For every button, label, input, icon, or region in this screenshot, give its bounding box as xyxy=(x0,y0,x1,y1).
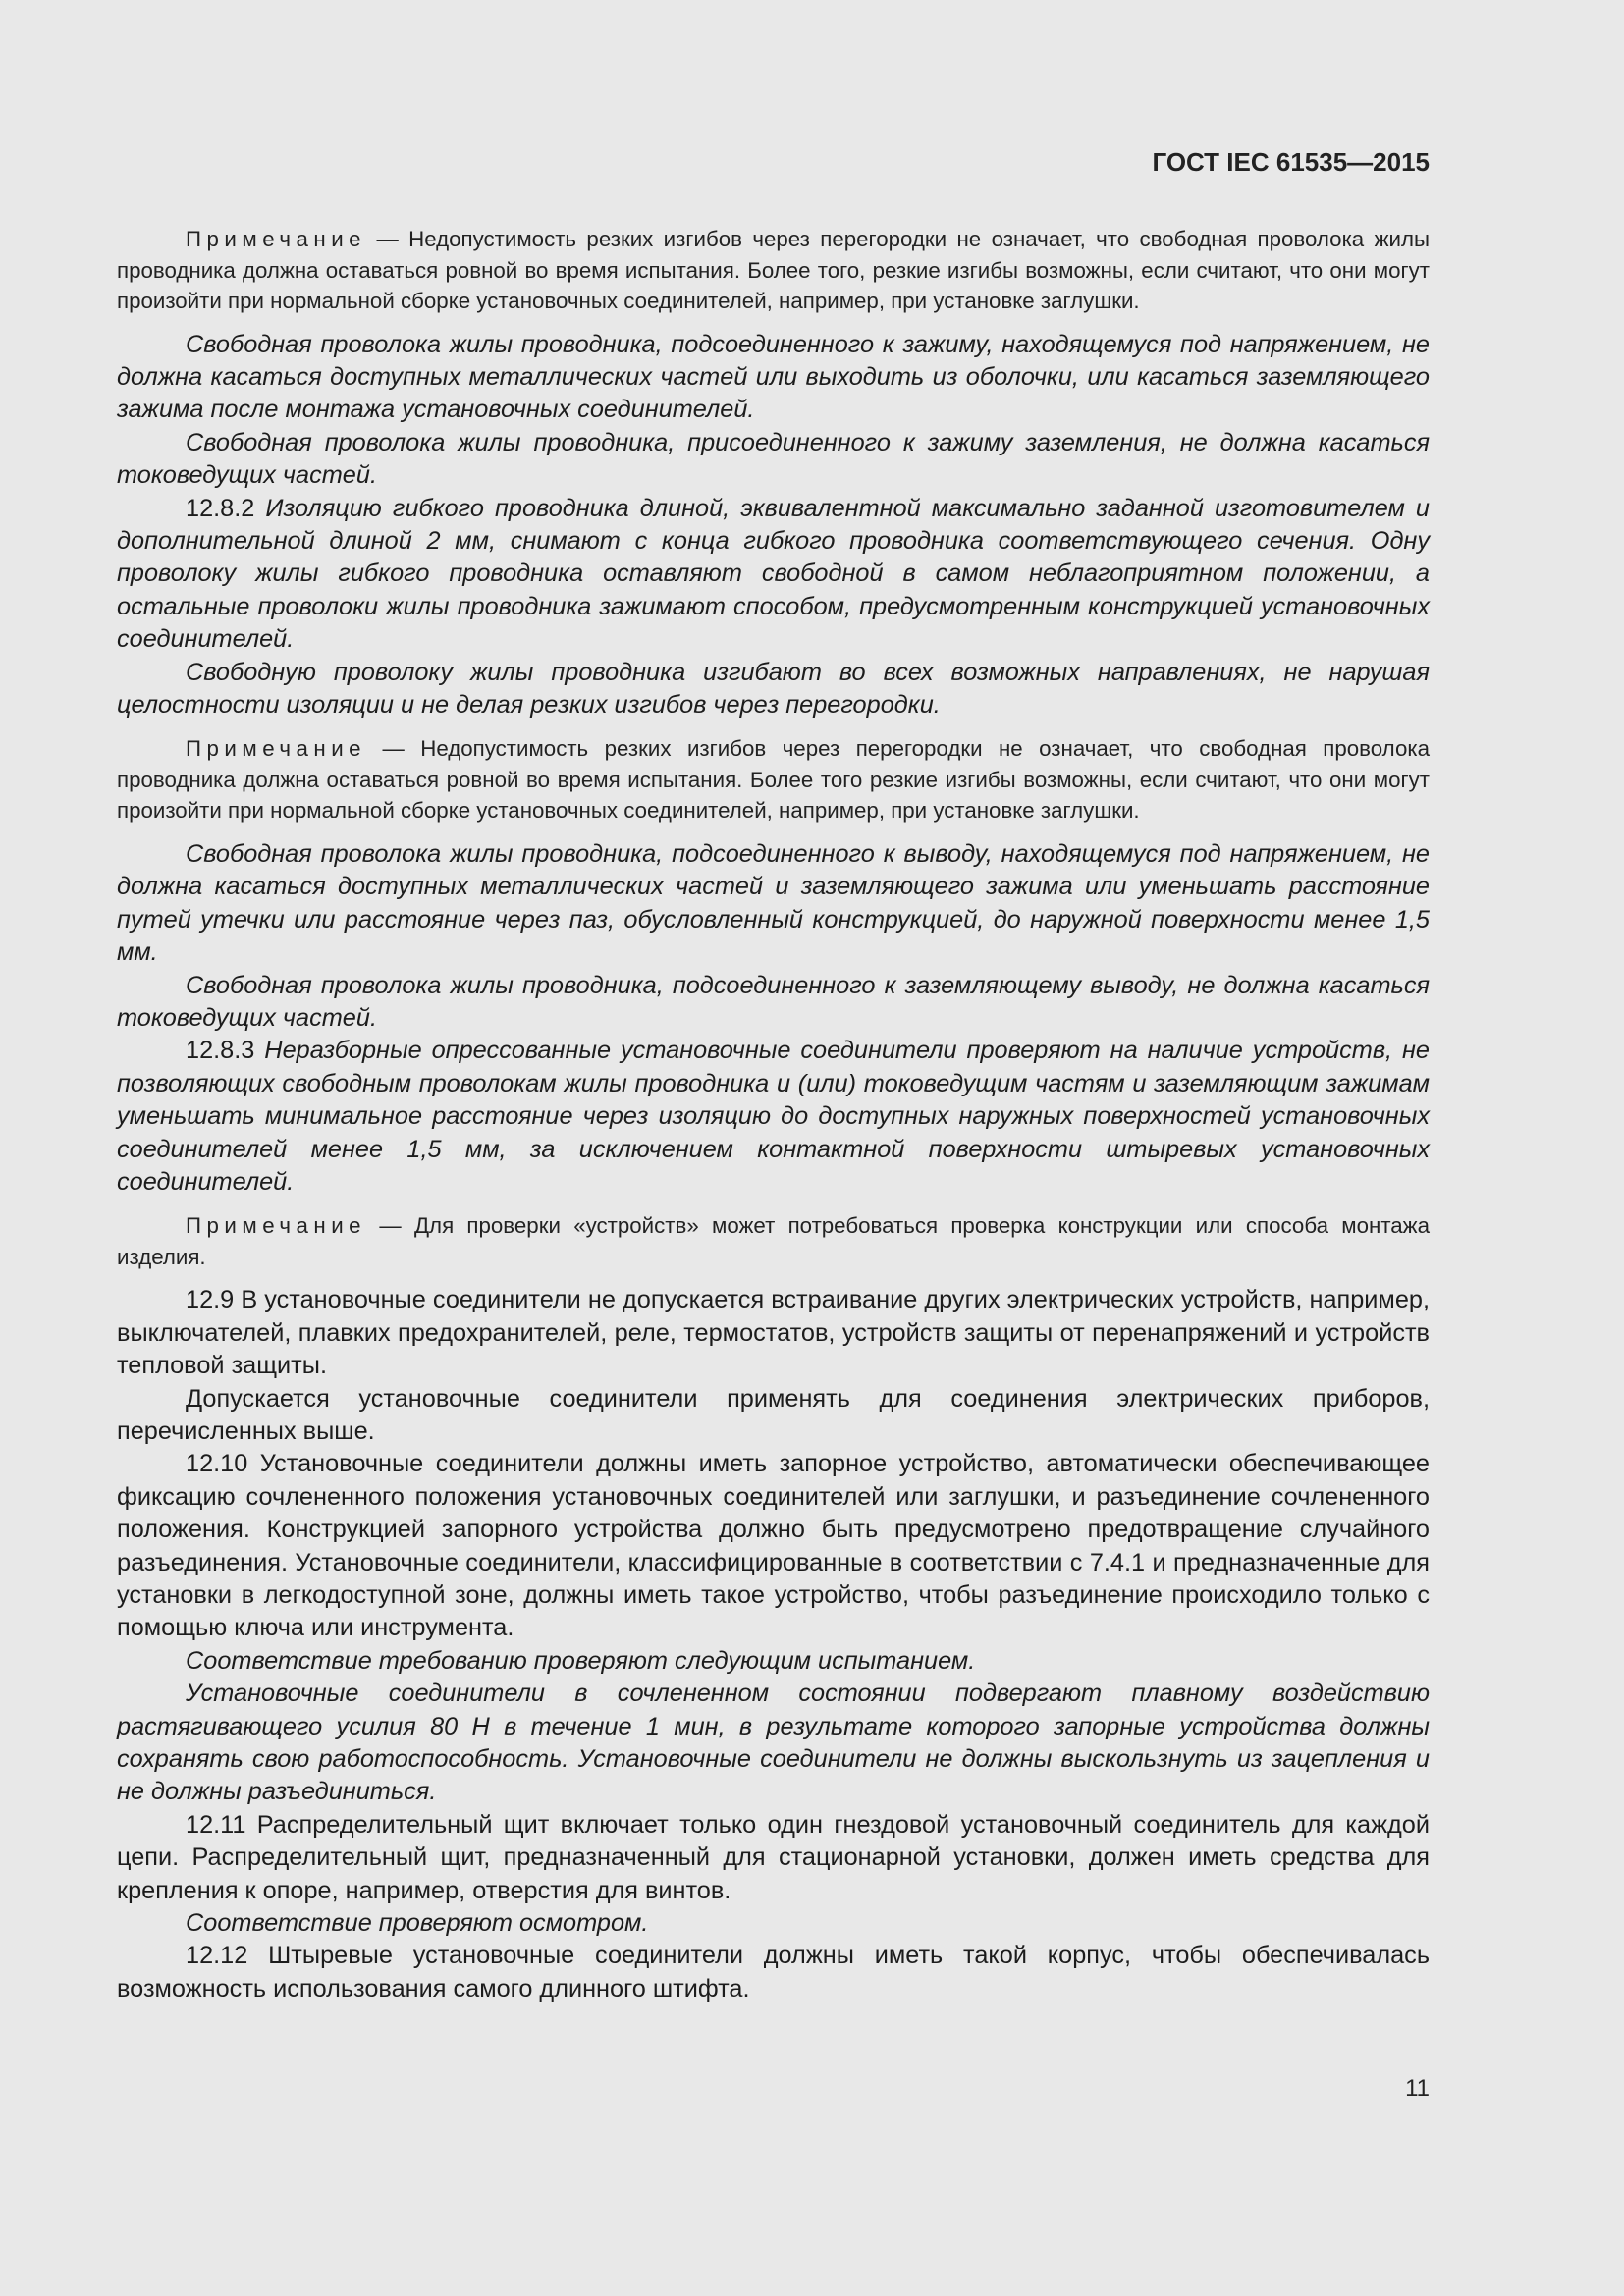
body-paragraph: 12.10 Установочные соединители должны иметь запорное устройство, автоматически обеспечивающее фиксацию сочлененного положения установочных соединителей или заглушки, и разъединение сочлененного положения. Конструкцией запорного устройства должно быть предусмотрено предотвращение случайного разъединения. Установочные соединители, классифицированные в соответствии с 7.4.1 и предназначенные для установки в легкодоступной зоне, должны иметь такое устройство, чтобы разъединение происходило только с помощью ключа или инструмента. xyxy=(117,1450,1430,1642)
body-paragraph: 12.12 Штыревые установочные соединители должны иметь такой корпус, чтобы обеспечивалась возможность использования самого длинного штифта. xyxy=(117,1942,1430,2002)
body-paragraph: 12.9 В установочные соединители не допускается встраивание других электрических устройств, например, выключателей, плавких предохранителей, реле, термостатов, устройств защиты от перенапряжений и устройств тепловой защиты. xyxy=(117,1286,1430,1380)
clause-number: 12.8.2 xyxy=(186,494,255,522)
body-paragraph: Свободную проволоку жилы проводника изгибают во всех возможных направлениях, не нарушая целостности изоляции и не делая резких изгибов через перегородки. xyxy=(117,658,1430,719)
note-paragraph xyxy=(117,1210,1430,1272)
body-paragraph: 12.11 Распределительный щит включает только один гнездовой установочный соединитель для каждой цепи. Распределительный щит, предназначенный для стационарной установки, должен иметь средства для крепления к опоре, например, отверстия для винтов. xyxy=(117,1810,1430,1904)
page-number: 11 xyxy=(1405,2075,1430,2102)
note-paragraph xyxy=(117,224,1430,317)
standard-code-header: ГОСТ IEC 61535—2015 xyxy=(1152,147,1430,177)
body-paragraph: Свободная проволока жилы проводника, подсоединенного к выводу, находящемуся под напряжением, не должна касаться доступных металлических частей и заземляющего зажима или уменьшать расстояние путей утечки или расстояние через паз, обусловленный конструкцией, до наружной поверхности менее 1,5 мм. xyxy=(117,839,1430,967)
body-paragraph: Допускается установочные соединители применять для соединения электрических приборов, перечисленных выше. xyxy=(117,1384,1430,1445)
page-body xyxy=(117,224,1430,2005)
clause-text: Неразборные опрессованные установочные соединители проверяют на наличие устройств, не позволяющих свободным проволокам жилы проводника и (или) токоведущим частям и заземляющим зажимам уменьшать минимальное расстояние через изоляцию до доступных наружных поверхностей установочных соединителей менее 1,5 мм, за исключением контактной поверхности штыревых установочных соединителей. xyxy=(117,1037,1430,1196)
clause-paragraph xyxy=(117,493,1430,657)
body-paragraph: Соответствие требованию проверяют следующим испытанием. xyxy=(186,1646,976,1675)
note-text: — Недопустимость резких изгибов через перегородки не означает, что свободная проволока проводника должна оставаться ровной во время испытания. Более того резкие изгибы возможны, если считают, что они могут произойти при нормальной сборке установочных соединителей, например, при установке заглушки. xyxy=(117,736,1430,824)
note-text: — Для проверки «устройств» может потребоваться проверка конструкции или способа монтажа изделия. xyxy=(117,1213,1430,1269)
note-label: Примечание xyxy=(186,227,367,251)
body-paragraph: Соответствие проверяют осмотром. xyxy=(186,1909,649,1938)
note-label: Примечание xyxy=(186,1213,367,1239)
body-paragraph: Свободная проволока жилы проводника, присоединенного к зажиму заземления, не должна касаться токоведущих частей. xyxy=(117,428,1430,490)
clause-number: 12.8.3 xyxy=(186,1037,255,1065)
note-text: — Недопустимость резких изгибов через перегородки не означает, что свободная проволока жилы проводника должна оставаться ровной во время испытания. Более того, резкие изгибы возможны, если считают, что они могут произойти при нормальной сборке установочных соединителей, например, при установке заглушки. xyxy=(117,227,1430,313)
body-paragraph: Установочные соединители в сочлененном состоянии подвергают плавному воздействию растягивающего усилия 80 Н в течение 1 мин, в результате которого запорные устройства должны сохранять свою работоспособность. Установочные соединители не должны выскользнуть из зацепления и не должны разъединиться. xyxy=(117,1680,1430,1806)
note-label: Примечание xyxy=(186,736,367,762)
clause-paragraph xyxy=(117,1035,1430,1199)
note-paragraph xyxy=(117,733,1430,827)
clause-text: Изоляцию гибкого проводника длиной, эквивалентной максимально заданной изготовителем и дополнительной длиной 2 мм, снимают с конца гибкого проводника соответствующего сечения. Одну проволоку жилы гибкого проводника оставляют свободной в самом неблагоприятном положении, а остальные проволоки жилы проводника зажимают способом, предусмотренным конструкцией установочных соединителей. xyxy=(117,494,1430,654)
body-paragraph: Свободная проволока жилы проводника, подсоединенного к зажиму, находящемуся под напряжением, не должна касаться доступных металлических частей или выходить из оболочки, или касаться заземляющего зажима после монтажа установочных соединителей. xyxy=(117,330,1430,424)
body-paragraph: Свободная проволока жилы проводника, подсоединенного к заземляющему выводу, не должна касаться токоведущих частей. xyxy=(117,971,1430,1032)
